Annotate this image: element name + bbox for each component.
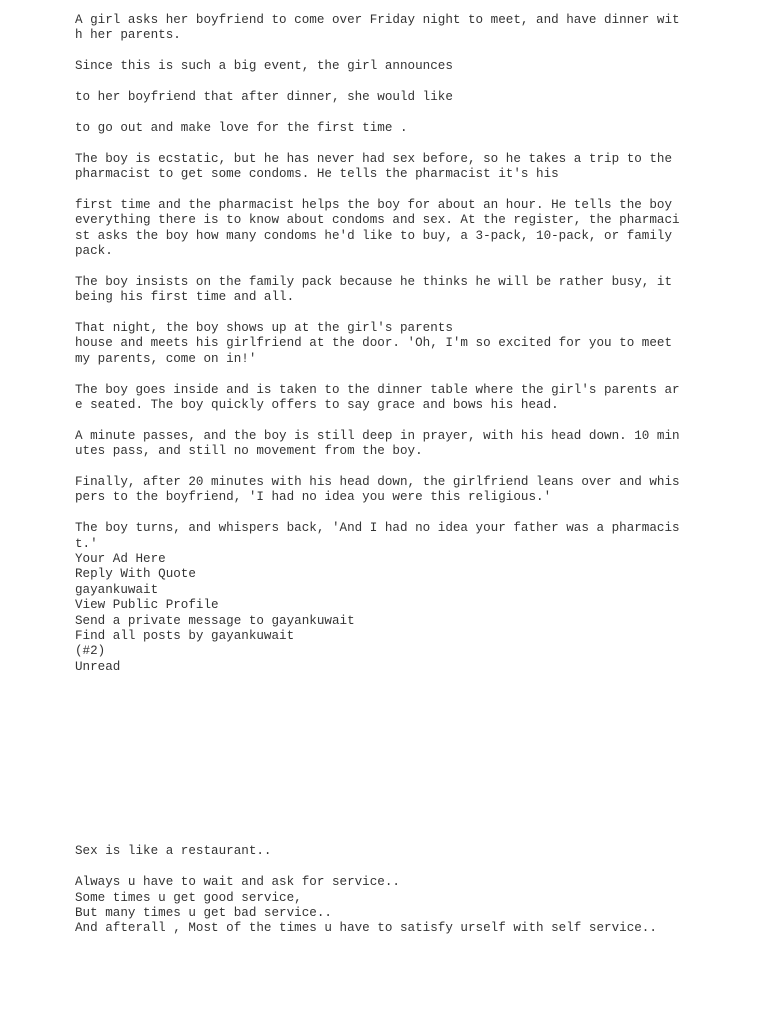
story-paragraph: first time and the pharmacist helps the boy for about an hour. He tells the boy everything there is to know about condoms and sex. At the register, the pharmaci st asks the boy how many condoms he'd like to buy, a 3-pack, 10-pack, or family pack. [75, 197, 680, 259]
second-post-line: And afterall , Most of the times u have to satisfy urself with self service.. [75, 921, 657, 936]
find-posts-link[interactable]: Find all posts by gayankuwait [75, 629, 295, 644]
post-meta [75, 552, 685, 675]
forum-post-text [75, 13, 685, 937]
story-paragraph: The boy insists on the family pack because he thinks he will be rather busy, it being his first time and all. [75, 274, 673, 305]
story-paragraph: The boy turns, and whispers back, 'And I had no idea your father was a pharmacis t.' [75, 521, 680, 551]
second-post-line: Some times u get good service, [75, 890, 302, 905]
joke-story [75, 13, 685, 552]
username-link[interactable]: gayankuwait [75, 582, 159, 597]
second-post-line: But many times u get bad service.. [75, 905, 332, 920]
send-pm-link[interactable]: Send a private message to gayankuwait [75, 613, 355, 628]
spacer [75, 675, 685, 844]
story-paragraph: to go out and make love for the first time . [75, 120, 408, 135]
story-paragraph: Since this is such a big event, the girl announces [75, 59, 453, 74]
view-profile-link[interactable]: View Public Profile [75, 598, 219, 613]
read-status: Unread [75, 659, 121, 674]
story-paragraph: A girl asks her boyfriend to come over Friday night to meet, and have dinner wit h her parents. [75, 13, 680, 43]
story-paragraph: The boy goes inside and is taken to the dinner table where the girl's parents ar e seated. The boy quickly offers to say grace and bows his head. [75, 382, 680, 413]
story-paragraph: That night, the boy shows up at the girl's parents house and meets his girlfriend at the door. 'Oh, I'm so excited for you to meet my parents, come on in!' [75, 321, 673, 366]
second-post-title: Sex is like a restaurant.. [75, 844, 272, 859]
story-paragraph: Finally, after 20 minutes with his head down, the girlfriend leans over and whis pers to the boyfriend, 'I had no idea you were this religious.' [75, 475, 680, 505]
reply-with-quote-link[interactable]: Reply With Quote [75, 567, 196, 582]
story-paragraph: A minute passes, and the boy is still deep in prayer, with his head down. 10 min utes pass, and still no movement from the boy. [75, 428, 680, 459]
second-post [75, 844, 685, 936]
story-paragraph: The boy is ecstatic, but he has never had sex before, so he takes a trip to the pharmacist to get some condoms. He tells the pharmacist it's his [75, 151, 673, 181]
second-post-line: Always u have to wait and ask for service.. [75, 875, 400, 890]
story-paragraph: to her boyfriend that after dinner, she would like [75, 90, 453, 104]
ad-placeholder: Your Ad Here [75, 552, 166, 567]
post-number[interactable]: (#2) [75, 644, 106, 659]
